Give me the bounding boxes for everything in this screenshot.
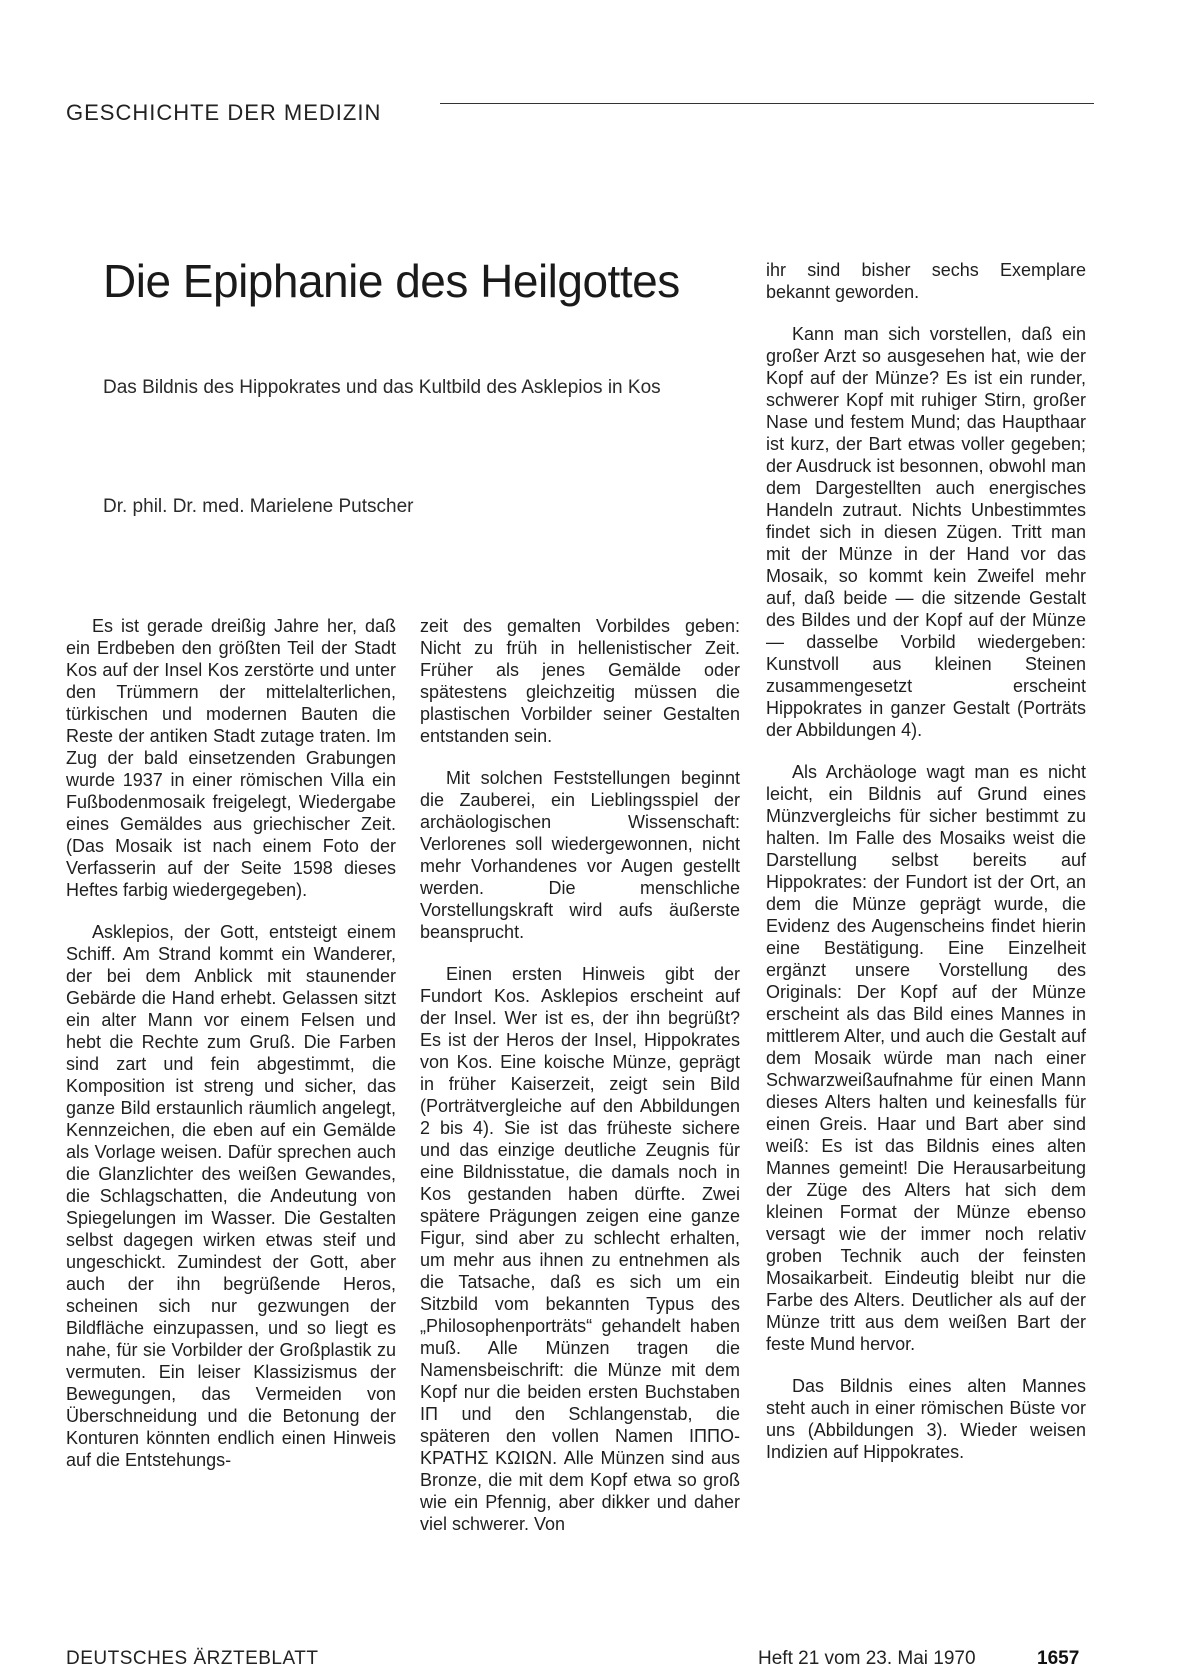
text-column-1 xyxy=(66,615,396,1491)
text-column-3 xyxy=(766,259,1086,1483)
paragraph: Als Archäologe wagt man es nicht leicht, ein Bildnis auf Grund eines Münzvergleichs für sicher bestimmt zu halten. Im Falle des Mosaiks weist die Darstellung selbst bereits auf Hippokrates: der Fundort ist der Ort, an dem die Münze geprägt wurde, die Evidenz des Augenscheins findet hierin eine Bestätigung. Eine Einzelheit ergänzt unsere Vorstellung des Originals: Der Kopf auf der Münze erscheint als das Bild eines Mannes in mittlerem Alter, und auch die Gestalt auf dem Mosaik würde man nach einer Schwarzweißaufnahme für einen Mann dieses Alters halten und keinesfalls für einen Greis. Haar und Bart aber sind weiß: Es ist das Bildnis eines alten Mannes gemeint! Die Herausarbeitung der Züge des Alters hat sich dem kleinen Format der Münze ebenso versagt wie der immer noch relativ groben Technik auch der feinsten Mosaikarbeit. Eindeutig bleibt nur die Farbe des Alters. Deutlicher als auf der Münze tritt aus dem weißen Bart der feste Mund hervor. xyxy=(766,762,1086,1354)
page-number: 1657 xyxy=(1037,1648,1080,1669)
article-subtitle: Das Bildnis des Hippokrates und das Kultbild des Asklepios in Kos xyxy=(103,377,661,398)
paragraph: Einen ersten Hinweis gibt der Fundort Kos. Asklepios erscheint auf der Insel. Wer ist es, der ihn begrüßt? Es ist der Heros der Insel, Hippokrates von Kos. Eine koische Münze, geprägt in früher Kaiserzeit, zeigt sein Bild (Porträtvergleiche auf den Abbildungen 2 bis 4). Sie ist das früheste sichere und das einzige deutliche Zeugnis für eine Bildnisstatue, die damals noch in Kos gestanden haben dürfte. Zwei spätere Prägungen zeigen eine ganze Figur, sind aber zu schlecht erhalten, um mehr aus ihnen zu entnehmen als die Tatsache, daß es sich um ein Sitzbild vom bekannten Typus des „Philosophenporträts“ gehandelt haben muß. Alle Münzen tragen die Namensbeischrift: die Münze mit dem Kopf nur die beiden ersten Buchstaben ΙΠ und den Schlangenstab, die späteren den vollen Namen ΙΠΠΟ-ΚΡΑΤΗΣ ΚΩΙΩΝ. Alle Münzen sind aus Bronze, die mit dem Kopf etwa so groß wie ein Pfennig, aber dikker und daher viel schwerer. Von xyxy=(420,964,740,1534)
journal-name: DEUTSCHES ÄRZTEBLATT xyxy=(66,1648,319,1669)
paragraph: Asklepios, der Gott, entsteigt einem Schiff. Am Strand kommt ein Wanderer, der bei dem Anblick mit staunender Gebärde die Hand erhebt. Gelassen sitzt ein alter Mann vor einem Felsen und hebt die Rechte zum Gruß. Die Farben sind zart und fein abgestimmt, die Komposition ist streng und sicher, das ganze Bild erstaunlich räumlich angelegt, Kennzeichen, die eben auf ein Gemälde als Vorlage weisen. Dafür sprechen auch die Glanzlichter des weißen Gewandes, die Schlagschatten, die Andeutung von Spiegelungen im Wasser. Die Gestalten selbst dagegen wirken etwas steif und ungeschickt. Zumindest der Gott, aber auch der ihn begrüßende Heros, scheinen sich nur gezwungen der Bildfläche einzupassen, und so liegt es nahe, für sie Vorbilder der Großplastik zu vermuten. Ein leiser Klassizismus der Bewegungen, das Vermeiden von Überschneidung und die Betonung der Konturen könnten endlich einen Hinweis auf die Entstehungs- xyxy=(66,922,396,1470)
article-title: Die Epiphanie des Heilgottes xyxy=(103,255,680,307)
paragraph: Mit solchen Feststellungen beginnt die Zauberei, ein Lieblingsspiel der archäologischen Wissenschaft: Verlorenes soll wiedergewonnen, nicht mehr Vorhandenes vor Augen gestellt werden. Die menschliche Vorstellungskraft wird aufs äußerste beansprucht. xyxy=(420,768,740,942)
issue-info: Heft 21 vom 23. Mai 1970 xyxy=(758,1648,976,1669)
section-header: GESCHICHTE DER MEDIZIN xyxy=(66,100,382,125)
paragraph: Das Bildnis eines alten Mannes steht auch in einer römischen Büste vor uns (Abbildungen 3). Wieder weisen Indizien auf Hippokrates. xyxy=(766,1376,1086,1462)
paragraph: ihr sind bisher sechs Exemplare bekannt geworden. xyxy=(766,260,1086,302)
article-author: Dr. phil. Dr. med. Marielene Putscher xyxy=(103,496,414,517)
paragraph: zeit des gemalten Vorbildes geben: Nicht zu früh in hellenistischer Zeit. Früher als jenes Gemälde oder spätestens gleichzeitig müssen die plastischen Vorbilder seiner Gestalten entstanden sein. xyxy=(420,616,740,746)
header-rule xyxy=(440,103,1094,104)
paragraph: Kann man sich vorstellen, daß ein großer Arzt so ausgesehen hat, wie der Kopf auf der Münze? Es ist ein runder, schwerer Kopf mit ruhiger Stirn, großer Nase und festem Mund; das Haupthaar ist kurz, der Bart etwas voller gegeben; der Ausdruck ist besonnen, obwohl man dem Dargestellten auch energisches Handeln zutraut. Nichts Unbestimmtes findet sich in diesen Zügen. Tritt man mit der Münze in der Hand vor das Mosaik, so kommt kein Zweifel mehr auf, daß beide — die sitzende Gestalt des Bildes und der Kopf auf der Münze — dasselbe Vorbild wiedergeben: Kunstvoll aus kleinen Steinen zusammengesetzt erscheint Hippokrates in ganzer Gestalt (Porträts der Abbildungen 4). xyxy=(766,324,1086,740)
text-column-2 xyxy=(420,615,740,1555)
paragraph: Es ist gerade dreißig Jahre her, daß ein Erdbeben den größten Teil der Stadt Kos auf der Insel Kos zerstörte und unter den Trümmern der mittelalterlichen, türkischen und modernen Bauten die Reste der antiken Stadt zutage traten. Im Zug der bald einsetzenden Grabungen wurde 1937 in einer römischen Villa ein Fußbodenmosaik freigelegt, Wiedergabe eines Gemäldes aus griechischer Zeit. (Das Mosaik ist nach einem Foto der Verfasserin auf der Seite 1598 dieses Heftes farbig wiedergegeben). xyxy=(66,616,396,900)
